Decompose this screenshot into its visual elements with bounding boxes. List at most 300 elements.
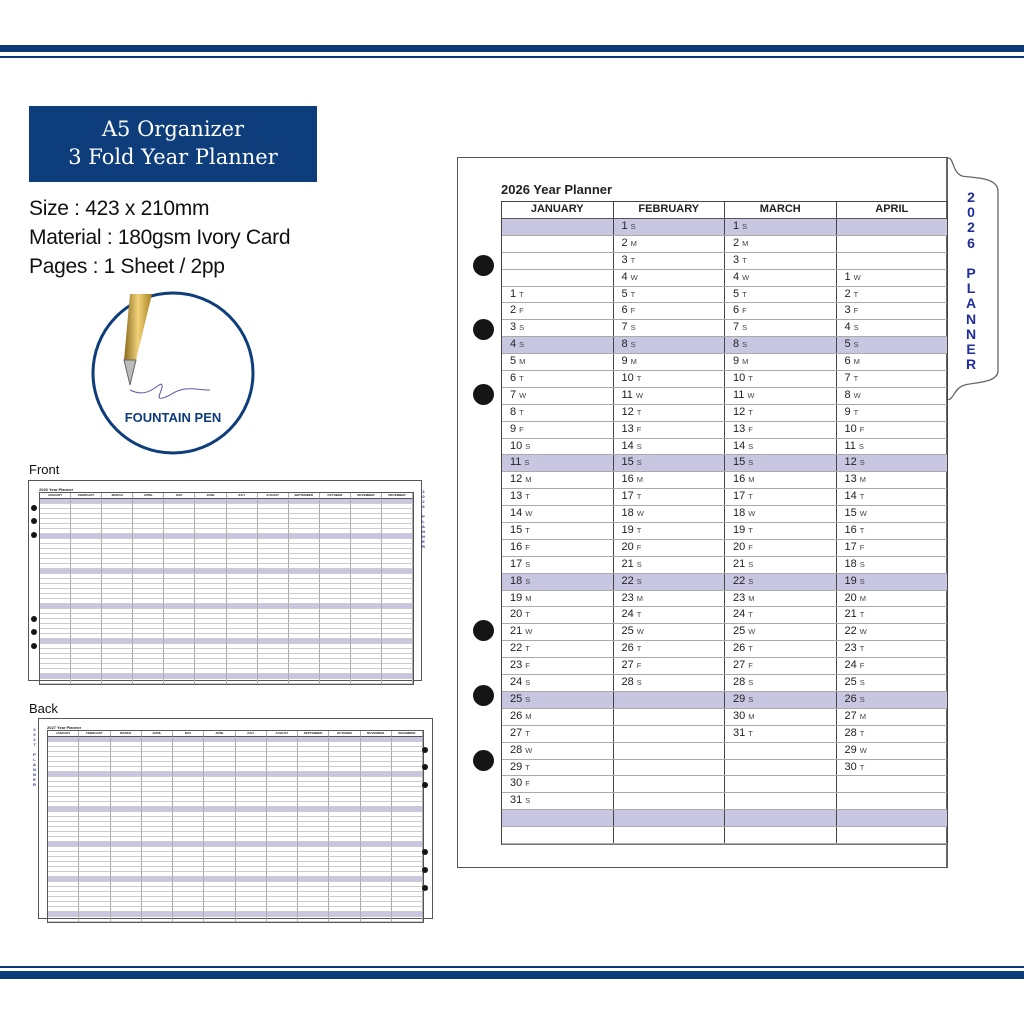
day-cell[interactable]	[837, 270, 948, 286]
table-row	[502, 675, 947, 692]
day-cell[interactable]	[614, 270, 726, 286]
empty-cell[interactable]	[837, 236, 948, 252]
empty-cell[interactable]	[837, 827, 948, 843]
day-cell[interactable]	[614, 422, 726, 438]
table-row	[502, 270, 947, 287]
day-letter: S	[853, 323, 859, 333]
day-cell[interactable]	[614, 624, 726, 640]
month-header: MARCH	[725, 202, 837, 218]
day-cell[interactable]	[837, 591, 948, 607]
day-number: 5	[733, 287, 740, 300]
day-cell[interactable]	[502, 439, 614, 455]
day-letter: F	[525, 779, 530, 789]
day-cell[interactable]	[725, 624, 837, 640]
day-cell[interactable]	[725, 320, 837, 336]
day-letter: S	[524, 458, 530, 468]
day-cell[interactable]	[614, 439, 726, 455]
day-cell[interactable]	[614, 591, 726, 607]
day-letter: M	[859, 711, 866, 721]
day-cell[interactable]	[837, 371, 948, 387]
day-letter: W	[748, 627, 756, 637]
day-cell[interactable]	[837, 287, 948, 303]
day-number: 26	[510, 709, 523, 722]
day-letter: S	[859, 678, 865, 688]
day-cell[interactable]	[837, 624, 948, 640]
day-letter: S	[636, 559, 642, 569]
day-cell[interactable]	[502, 540, 614, 556]
day-number: 18	[621, 507, 634, 520]
day-cell[interactable]	[502, 591, 614, 607]
day-cell[interactable]	[614, 388, 726, 404]
day-cell[interactable]	[837, 574, 948, 590]
day-letter: F	[853, 306, 859, 316]
empty-cell[interactable]	[502, 236, 614, 252]
punch-hole	[31, 518, 37, 524]
table-row	[502, 810, 947, 827]
day-letter: W	[853, 272, 861, 282]
day-number: 20	[621, 540, 634, 553]
empty-cell[interactable]	[502, 219, 614, 235]
day-cell[interactable]	[837, 388, 948, 404]
day-number: 9	[733, 355, 740, 368]
day-letter: T	[630, 289, 636, 299]
empty-cell[interactable]	[837, 219, 948, 235]
day-letter: S	[525, 441, 531, 451]
day-cell[interactable]	[725, 236, 837, 252]
day-cell[interactable]	[614, 320, 726, 336]
day-cell[interactable]	[614, 574, 726, 590]
day-cell[interactable]	[837, 692, 948, 708]
day-number: 9	[844, 405, 851, 418]
day-cell[interactable]	[725, 371, 837, 387]
punch-hole	[473, 384, 494, 405]
day-number: 12	[844, 456, 857, 469]
empty-cell[interactable]	[725, 760, 837, 776]
day-cell[interactable]	[725, 574, 837, 590]
day-cell[interactable]	[502, 607, 614, 623]
day-letter: F	[636, 424, 642, 434]
day-cell[interactable]	[725, 422, 837, 438]
thumb-month-header: JULY	[227, 493, 258, 499]
day-letter: T	[525, 762, 530, 772]
day-cell[interactable]	[614, 253, 726, 269]
day-letter: S	[636, 678, 642, 688]
day-cell[interactable]	[837, 658, 948, 674]
day-number: 1	[510, 287, 517, 300]
day-cell[interactable]	[725, 354, 837, 370]
day-cell[interactable]	[614, 371, 726, 387]
day-cell[interactable]	[614, 236, 726, 252]
day-letter: S	[742, 222, 748, 231]
day-cell[interactable]	[502, 726, 614, 742]
day-cell[interactable]	[502, 405, 614, 421]
day-number: 17	[621, 490, 634, 503]
thumb-month-header: APRIL	[133, 493, 164, 499]
day-cell[interactable]	[837, 557, 948, 573]
day-letter: M	[525, 593, 532, 603]
day-cell[interactable]	[614, 472, 726, 488]
day-cell[interactable]	[725, 287, 837, 303]
day-cell[interactable]	[502, 760, 614, 776]
day-number: 11	[510, 456, 522, 469]
day-letter: W	[853, 390, 861, 400]
day-cell[interactable]	[614, 354, 726, 370]
day-letter: S	[519, 323, 525, 333]
day-cell[interactable]	[614, 489, 726, 505]
day-number: 16	[510, 540, 523, 553]
day-letter: W	[742, 272, 750, 282]
day-cell[interactable]	[725, 219, 837, 235]
day-letter: T	[748, 610, 753, 620]
day-letter: W	[859, 509, 867, 519]
day-cell[interactable]	[614, 303, 726, 319]
thumb-cell	[164, 679, 195, 684]
back-thumb-title: 2027 Year Planner	[47, 725, 82, 730]
day-cell[interactable]	[725, 439, 837, 455]
day-cell[interactable]	[725, 641, 837, 657]
day-letter: S	[858, 441, 864, 451]
day-cell[interactable]	[502, 692, 614, 708]
empty-cell[interactable]	[502, 270, 614, 286]
thumb-cell	[133, 679, 164, 684]
day-letter: T	[636, 492, 642, 502]
day-number: 3	[733, 253, 740, 266]
day-letter: T	[859, 762, 865, 772]
day-cell[interactable]	[502, 371, 614, 387]
table-row	[502, 303, 947, 320]
day-letter: M	[630, 238, 637, 248]
empty-cell[interactable]	[614, 743, 726, 759]
day-number: 25	[510, 692, 523, 705]
day-number: 31	[510, 794, 523, 807]
day-number: 4	[733, 270, 740, 283]
day-cell[interactable]	[502, 320, 614, 336]
day-cell[interactable]	[614, 523, 726, 539]
empty-cell[interactable]	[837, 776, 948, 792]
table-row	[502, 540, 947, 557]
empty-cell[interactable]	[614, 692, 726, 708]
table-row	[502, 371, 947, 388]
day-cell[interactable]	[502, 557, 614, 573]
empty-cell[interactable]	[725, 793, 837, 809]
day-cell[interactable]	[614, 641, 726, 657]
day-number: 27	[621, 659, 634, 672]
day-letter: T	[859, 728, 865, 738]
day-letter: T	[525, 610, 530, 620]
day-number: 4	[510, 338, 517, 351]
day-cell[interactable]	[502, 793, 614, 809]
thumb-month-header: OCTOBER	[329, 731, 360, 737]
day-cell[interactable]	[502, 354, 614, 370]
thumb-month-header: MAY	[164, 493, 195, 499]
product-title-line2: 3 Fold Year Planner	[68, 145, 278, 169]
day-number: 29	[844, 743, 857, 756]
day-cell[interactable]	[837, 641, 948, 657]
empty-cell[interactable]	[614, 709, 726, 725]
table-header	[502, 202, 947, 219]
day-cell[interactable]	[614, 337, 726, 353]
empty-cell[interactable]	[502, 253, 614, 269]
day-cell[interactable]	[502, 776, 614, 792]
day-cell[interactable]	[614, 658, 726, 674]
day-cell[interactable]	[502, 472, 614, 488]
day-cell[interactable]	[725, 253, 837, 269]
punch-hole	[422, 885, 428, 891]
day-letter: W	[525, 509, 533, 519]
day-cell[interactable]	[614, 675, 726, 691]
day-cell[interactable]	[502, 624, 614, 640]
day-number: 21	[844, 608, 857, 621]
day-cell[interactable]	[837, 726, 948, 742]
day-letter: S	[636, 441, 642, 451]
day-letter: M	[636, 593, 643, 603]
day-cell[interactable]	[837, 506, 948, 522]
day-cell[interactable]	[614, 455, 726, 471]
day-letter: T	[853, 407, 859, 417]
punch-hole	[422, 764, 428, 770]
day-letter: S	[859, 559, 865, 569]
table-row	[502, 320, 947, 337]
day-letter: M	[859, 475, 866, 485]
empty-cell[interactable]	[614, 810, 726, 826]
day-letter: T	[636, 526, 642, 536]
day-cell[interactable]	[837, 320, 948, 336]
day-cell[interactable]	[502, 422, 614, 438]
empty-cell[interactable]	[837, 810, 948, 826]
thumb-month-header: MAY	[173, 731, 204, 737]
thumb-month-header: MARCH	[102, 493, 133, 499]
day-number: 16	[733, 473, 746, 486]
day-number: 18	[510, 574, 523, 587]
thumb-month-header: JANUARY	[48, 731, 79, 737]
day-cell[interactable]	[725, 388, 837, 404]
planner-tab-label	[963, 190, 979, 372]
empty-cell[interactable]	[502, 810, 614, 826]
day-cell[interactable]	[502, 287, 614, 303]
day-cell[interactable]	[725, 591, 837, 607]
day-cell[interactable]	[502, 303, 614, 319]
day-cell[interactable]	[725, 303, 837, 319]
day-cell[interactable]	[837, 760, 948, 776]
day-letter: F	[748, 424, 753, 434]
day-number: 28	[733, 676, 746, 689]
day-letter: S	[630, 323, 636, 333]
empty-cell[interactable]	[837, 253, 948, 269]
day-cell[interactable]	[837, 422, 948, 438]
day-number: 11	[844, 439, 856, 452]
table-row	[502, 422, 947, 439]
day-number: 27	[510, 726, 523, 739]
month-header: FEBRUARY	[614, 202, 726, 218]
day-cell[interactable]	[837, 607, 948, 623]
day-cell[interactable]	[502, 641, 614, 657]
day-cell[interactable]	[502, 675, 614, 691]
fountain-pen-icon	[90, 290, 256, 456]
day-cell[interactable]	[725, 557, 837, 573]
day-number: 14	[733, 439, 746, 452]
day-cell[interactable]	[725, 270, 837, 286]
empty-cell[interactable]	[614, 827, 726, 843]
empty-cell[interactable]	[837, 793, 948, 809]
day-cell[interactable]	[837, 455, 948, 471]
back-thumbnail	[32, 718, 433, 919]
day-cell[interactable]	[725, 337, 837, 353]
day-letter: W	[525, 745, 533, 755]
day-cell[interactable]	[837, 743, 948, 759]
empty-cell[interactable]	[725, 743, 837, 759]
day-cell[interactable]	[837, 405, 948, 421]
empty-cell[interactable]	[614, 776, 726, 792]
empty-cell[interactable]	[725, 827, 837, 843]
day-number: 3	[510, 321, 517, 334]
day-cell[interactable]	[725, 658, 837, 674]
day-number: 19	[844, 574, 857, 587]
empty-cell[interactable]	[502, 827, 614, 843]
day-cell[interactable]	[614, 506, 726, 522]
day-cell[interactable]	[614, 557, 726, 573]
thumb-month-header: AUGUST	[267, 731, 298, 737]
day-cell[interactable]	[837, 472, 948, 488]
day-cell[interactable]	[614, 287, 726, 303]
day-cell[interactable]	[502, 709, 614, 725]
day-cell[interactable]	[725, 692, 837, 708]
day-letter: F	[525, 542, 530, 552]
day-cell[interactable]	[502, 506, 614, 522]
day-cell[interactable]	[837, 439, 948, 455]
day-cell[interactable]	[837, 303, 948, 319]
day-number: 14	[844, 490, 857, 503]
day-letter: F	[636, 542, 642, 552]
day-letter: W	[525, 627, 533, 637]
day-cell[interactable]	[502, 337, 614, 353]
table-row	[502, 827, 947, 844]
month-header: APRIL	[875, 203, 909, 215]
day-letter: F	[636, 661, 642, 671]
empty-cell[interactable]	[614, 760, 726, 776]
day-cell[interactable]	[725, 607, 837, 623]
thumb-month-header: MARCH	[111, 731, 142, 737]
day-letter: S	[748, 441, 754, 451]
day-number: 27	[733, 659, 746, 672]
day-letter: W	[859, 627, 867, 637]
spec-size: Size : 423 x 210mm	[29, 197, 210, 220]
day-cell[interactable]	[837, 675, 948, 691]
tab-letter: 2	[967, 219, 975, 236]
day-cell[interactable]	[614, 540, 726, 556]
spec-pages: Pages : 1 Sheet / 2pp	[29, 255, 225, 278]
day-letter: T	[859, 644, 865, 654]
day-cell[interactable]	[725, 675, 837, 691]
day-cell[interactable]	[725, 455, 837, 471]
day-letter: S	[748, 559, 754, 569]
day-letter: F	[519, 424, 524, 434]
day-letter: W	[636, 627, 644, 637]
day-number: 25	[844, 676, 857, 689]
day-number: 3	[621, 253, 628, 266]
empty-cell[interactable]	[614, 793, 726, 809]
day-number: 20	[510, 608, 523, 621]
thumb-month-header: JUNE	[204, 731, 235, 737]
thumb-cell	[289, 679, 320, 684]
tab-letter: L	[966, 280, 976, 297]
thumb-month-header: SEPTEMBER	[289, 493, 320, 499]
day-cell[interactable]	[502, 388, 614, 404]
day-number: 22	[733, 574, 746, 587]
day-cell[interactable]	[614, 405, 726, 421]
day-cell[interactable]	[837, 709, 948, 725]
table-row	[502, 658, 947, 675]
day-cell[interactable]	[614, 607, 726, 623]
day-letter: F	[742, 306, 747, 316]
punch-hole	[473, 255, 494, 276]
day-cell[interactable]	[725, 726, 837, 742]
day-cell[interactable]	[502, 523, 614, 539]
tab-letter: 2	[967, 189, 975, 205]
thumb-cell	[236, 917, 267, 922]
thumb-month-header: APRIL	[142, 731, 173, 737]
day-cell[interactable]	[725, 523, 837, 539]
day-cell[interactable]	[837, 540, 948, 556]
empty-cell[interactable]	[614, 726, 726, 742]
table-row	[502, 776, 947, 793]
day-cell[interactable]	[725, 472, 837, 488]
punch-hole	[31, 629, 37, 635]
day-number: 11	[733, 388, 745, 401]
day-cell[interactable]	[837, 523, 948, 539]
day-number: 30	[733, 709, 746, 722]
day-letter: S	[859, 694, 865, 704]
day-cell[interactable]	[725, 709, 837, 725]
day-cell[interactable]	[837, 354, 948, 370]
day-number: 28	[510, 743, 523, 756]
day-cell[interactable]	[502, 489, 614, 505]
day-cell[interactable]	[837, 489, 948, 505]
day-cell[interactable]	[614, 219, 726, 235]
table-row	[502, 455, 947, 472]
day-cell[interactable]	[502, 574, 614, 590]
day-number: 31	[733, 726, 746, 739]
day-number: 7	[733, 321, 740, 334]
day-letter: T	[859, 610, 865, 620]
day-letter: S	[859, 458, 865, 468]
day-cell[interactable]	[502, 743, 614, 759]
day-letter: T	[525, 526, 530, 536]
day-number: 12	[733, 405, 746, 418]
day-cell[interactable]	[502, 455, 614, 471]
back-label: Back	[29, 701, 58, 716]
thumb-cell	[111, 917, 142, 922]
day-cell[interactable]	[725, 506, 837, 522]
day-cell[interactable]	[725, 540, 837, 556]
fountain-pen-label: FOUNTAIN PEN	[124, 410, 222, 425]
table-row	[502, 624, 947, 641]
day-number: 30	[510, 777, 523, 790]
empty-cell[interactable]	[725, 810, 837, 826]
day-number: 17	[733, 490, 746, 503]
day-number: 22	[621, 574, 634, 587]
day-number: 8	[621, 338, 628, 351]
empty-cell[interactable]	[725, 776, 837, 792]
day-cell[interactable]	[502, 658, 614, 674]
day-cell[interactable]	[725, 489, 837, 505]
day-letter: W	[859, 745, 867, 755]
day-number: 23	[510, 659, 523, 672]
day-cell[interactable]	[725, 405, 837, 421]
thumb-cell	[48, 917, 79, 922]
day-cell[interactable]	[837, 337, 948, 353]
product-title-box	[29, 106, 317, 182]
day-number: 6	[510, 372, 517, 385]
